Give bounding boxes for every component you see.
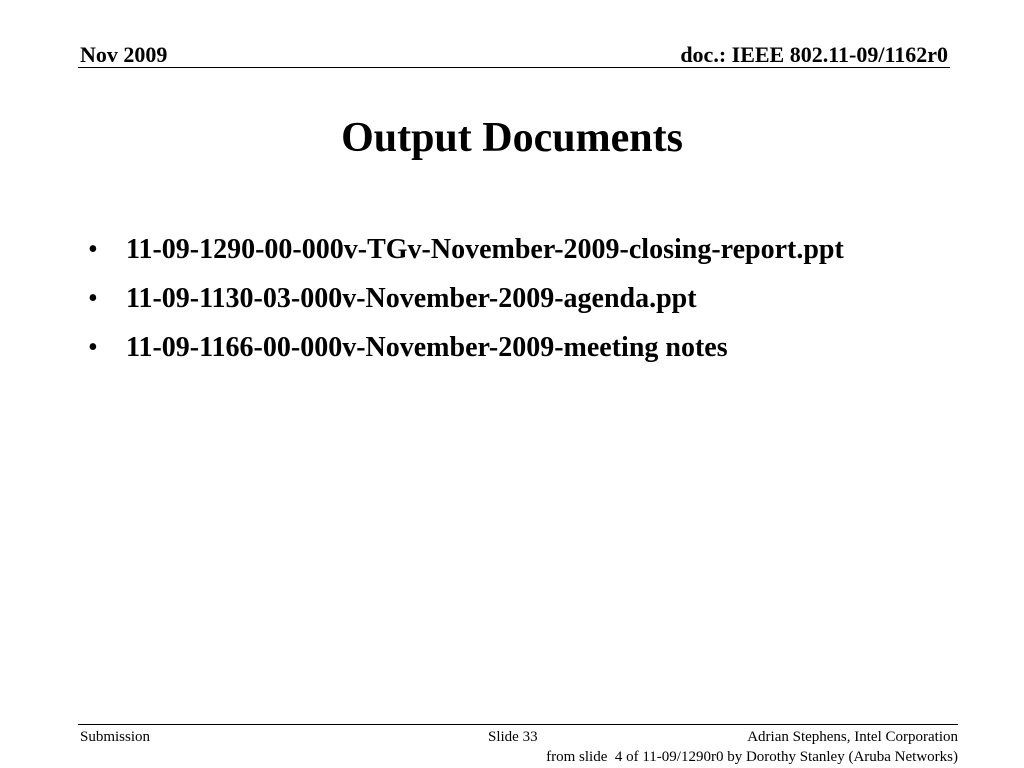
bullet-text: 11-09-1290-00-000v-TGv-November-2009-closing-report.ppt [126,234,844,265]
bullet-item-agenda [88,279,888,319]
bullet-glyph: • [88,283,98,314]
bullet-list [88,230,888,377]
footer-author: Adrian Stephens, Intel Corporation [747,729,958,745]
bullet-text: 11-09-1166-00-000v-November-2009-meeting notes [126,332,728,363]
header-divider [78,67,950,68]
footer-slide-number: Slide 33 [488,729,538,745]
footer-divider [78,724,958,725]
header-date: Nov 2009 [80,42,168,67]
slide-title: Output Documents [341,115,683,161]
footer-source-note: from slide 4 of 11-09/1290r0 by Dorothy Stanley (Aruba Networks) [546,749,958,765]
bullet-text: 11-09-1130-03-000v-November-2009-agenda.ppt [126,283,697,314]
bullet-item-closing-report [88,230,888,270]
header-doc-id: doc.: IEEE 802.11-09/1162r0 [680,42,948,67]
bullet-item-meeting-notes [88,328,888,368]
bullet-glyph: • [88,234,98,265]
bullet-glyph: • [88,332,98,363]
footer-submission: Submission [80,729,151,745]
